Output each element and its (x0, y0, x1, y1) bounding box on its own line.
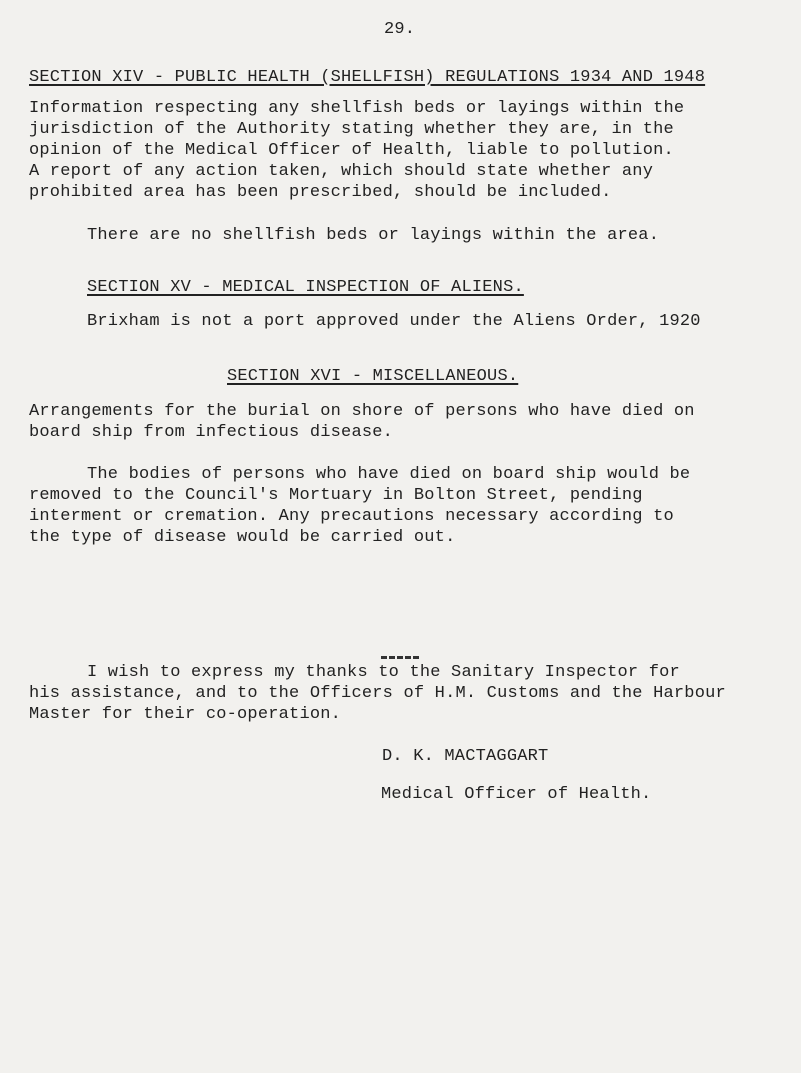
section-14-para1-line: jurisdiction of the Authority stating whether they are, in the (29, 120, 674, 139)
section-15-para1: Brixham is not a port approved under the Aliens Order, 1920 (87, 312, 701, 331)
section-16-heading: SECTION XVI - MISCELLANEOUS. (227, 367, 519, 386)
section-16-para2-line: The bodies of persons who have died on board ship would be (87, 465, 691, 484)
section-16-para2-line: the type of disease would be carried out. (29, 528, 456, 547)
thanks-line: I wish to express my thanks to the Sanitary Inspector for (87, 663, 680, 682)
signature-name: D. K. MACTAGGART (382, 747, 549, 766)
section-16-para2-line: removed to the Council's Mortuary in Bolton Street, pending (29, 486, 643, 505)
section-14-para1-line: opinion of the Medical Officer of Health, liable to pollution. (29, 141, 674, 160)
section-16-para2-line: interment or cremation. Any precautions necessary according to (29, 507, 674, 526)
signature-title: Medical Officer of Health. (381, 785, 652, 804)
dash-separator (381, 656, 419, 659)
thanks-line: Master for their co-operation. (29, 705, 342, 724)
section-16-para1-line: board ship from infectious disease. (29, 423, 394, 442)
page-number: 29. (384, 20, 416, 39)
section-14-para1-line: Information respecting any shellfish beds or layings within the (29, 99, 685, 118)
section-15-heading: SECTION XV - MEDICAL INSPECTION OF ALIENS. (87, 278, 524, 297)
thanks-line: his assistance, and to the Officers of H.M. Customs and the Harbour (29, 684, 726, 703)
section-16-para1-line: Arrangements for the burial on shore of persons who have died on (29, 402, 695, 421)
section-14-para1-line: A report of any action taken, which should state whether any (29, 162, 654, 181)
section-14-para1-line: prohibited area has been prescribed, should be included. (29, 183, 612, 202)
section-14-heading: SECTION XIV - PUBLIC HEALTH (SHELLFISH) REGULATIONS 1934 AND 1948 (29, 68, 706, 87)
section-14-para2: There are no shellfish beds or layings within the area. (87, 226, 660, 245)
